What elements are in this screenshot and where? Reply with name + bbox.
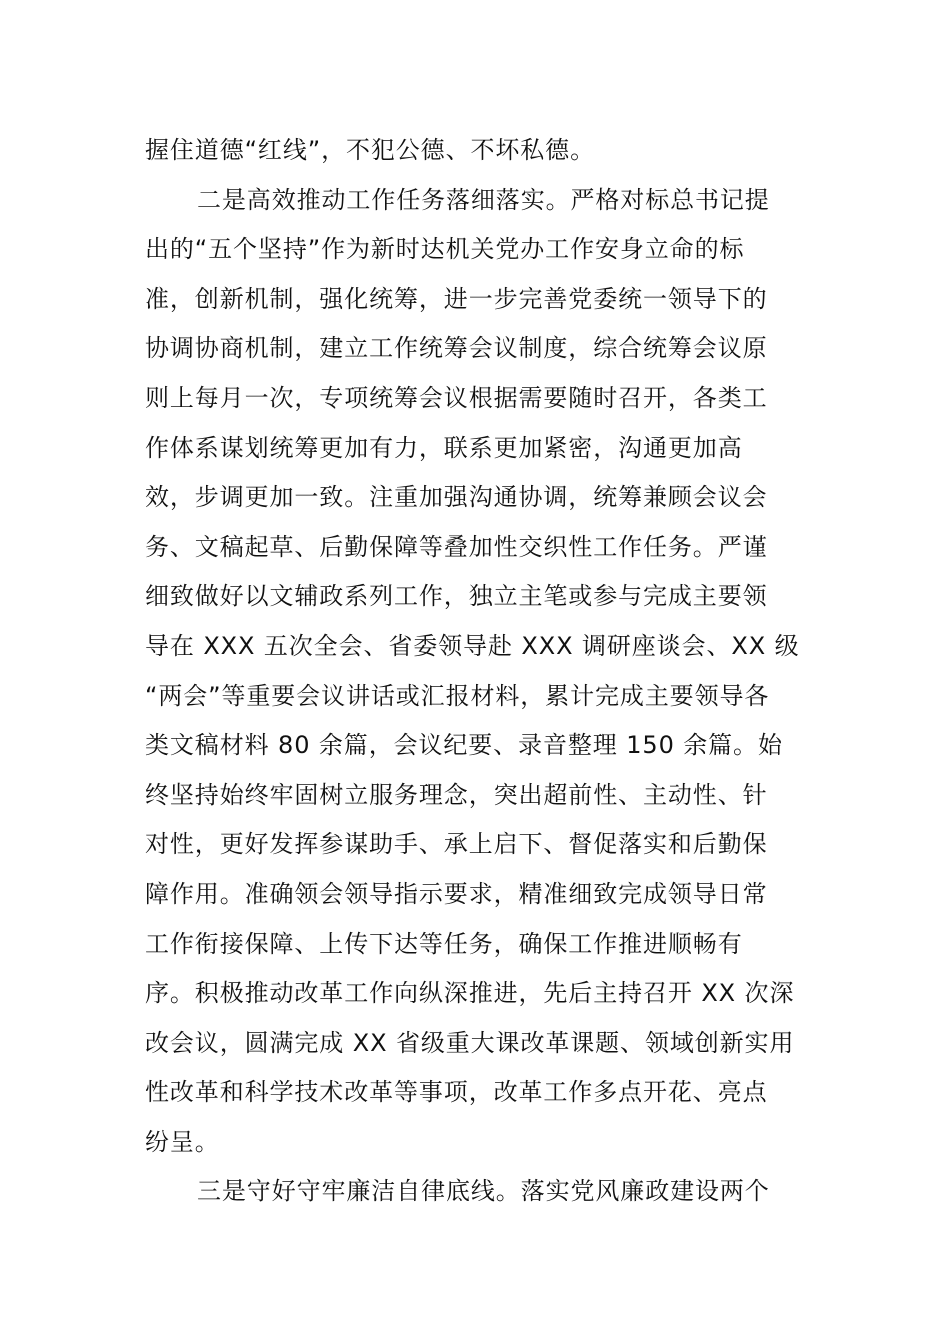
text-line-17: 工作衔接保障、上传下达等任务，确保工作推进顺畅有 bbox=[145, 929, 743, 958]
text-line-13: 类文稿材料 80 余篇，会议纪要、录音整理 150 余篇。始 bbox=[145, 731, 783, 760]
text-line-6: 则上每月一次，专项统筹会议根据需要随时召开，各类工 bbox=[145, 383, 768, 412]
text-line-14: 终坚持始终牢固树立服务理念，突出超前性、主动性、针 bbox=[145, 780, 768, 809]
text-line-20: 性改革和科学技术改革等事项，改革工作多点开花、亮点 bbox=[145, 1078, 768, 1107]
text-line-15: 对性，更好发挥参谋助手、承上启下、督促落实和后勤保 bbox=[145, 830, 768, 859]
text-line-5: 协调协商机制，建立工作统筹会议制度，综合统筹会议原 bbox=[145, 334, 768, 363]
text-line-10: 细致做好以文辅政系列工作，独立主笔或参与完成主要领 bbox=[145, 582, 768, 611]
text-line-9: 务、文稿起草、后勤保障等叠加性交织性工作任务。严谨 bbox=[145, 532, 768, 561]
text-line-4: 准，创新机制，强化统筹，进一步完善党委统一领导下的 bbox=[145, 284, 768, 313]
text-line-7: 作体系谋划统筹更加有力，联系更加紧密，沟通更加高 bbox=[145, 433, 743, 462]
text-line-18: 序。积极推动改革工作向纵深推进，先后主持召开 XX 次深 bbox=[145, 979, 795, 1008]
document-body bbox=[145, 126, 810, 1217]
text-line-11: 导在 XXX 五次全会、省委领导赴 XXX 调研座谈会、XX 级 bbox=[145, 631, 800, 660]
text-line-3: 出的“五个坚持”作为新时达机关党办工作安身立命的标 bbox=[145, 235, 745, 264]
text-line-19: 改会议，圆满完成 XX 省级重大课改革课题、领域创新实用 bbox=[145, 1028, 795, 1057]
text-line-12: “两会”等重要会议讲话或汇报材料，累计完成主要领导各 bbox=[145, 681, 770, 710]
text-line-1: 握住道德“红线”，不犯公德、不坏私德。 bbox=[145, 136, 595, 164]
paragraph-2-line-1: 二是高效推动工作任务落细落实。严格对标总书记提 bbox=[197, 185, 770, 214]
text-line-21: 纷呈。 bbox=[145, 1127, 220, 1156]
paragraph-3-line-1: 三是守好守牢廉洁自律底线。落实党风廉政建设两个 bbox=[197, 1177, 770, 1206]
text-line-8: 效，步调更加一致。注重加强沟通协调，统筹兼顾会议会 bbox=[145, 483, 768, 512]
text-line-16: 障作用。准确领会领导指示要求，精准细致完成领导日常 bbox=[145, 879, 768, 908]
